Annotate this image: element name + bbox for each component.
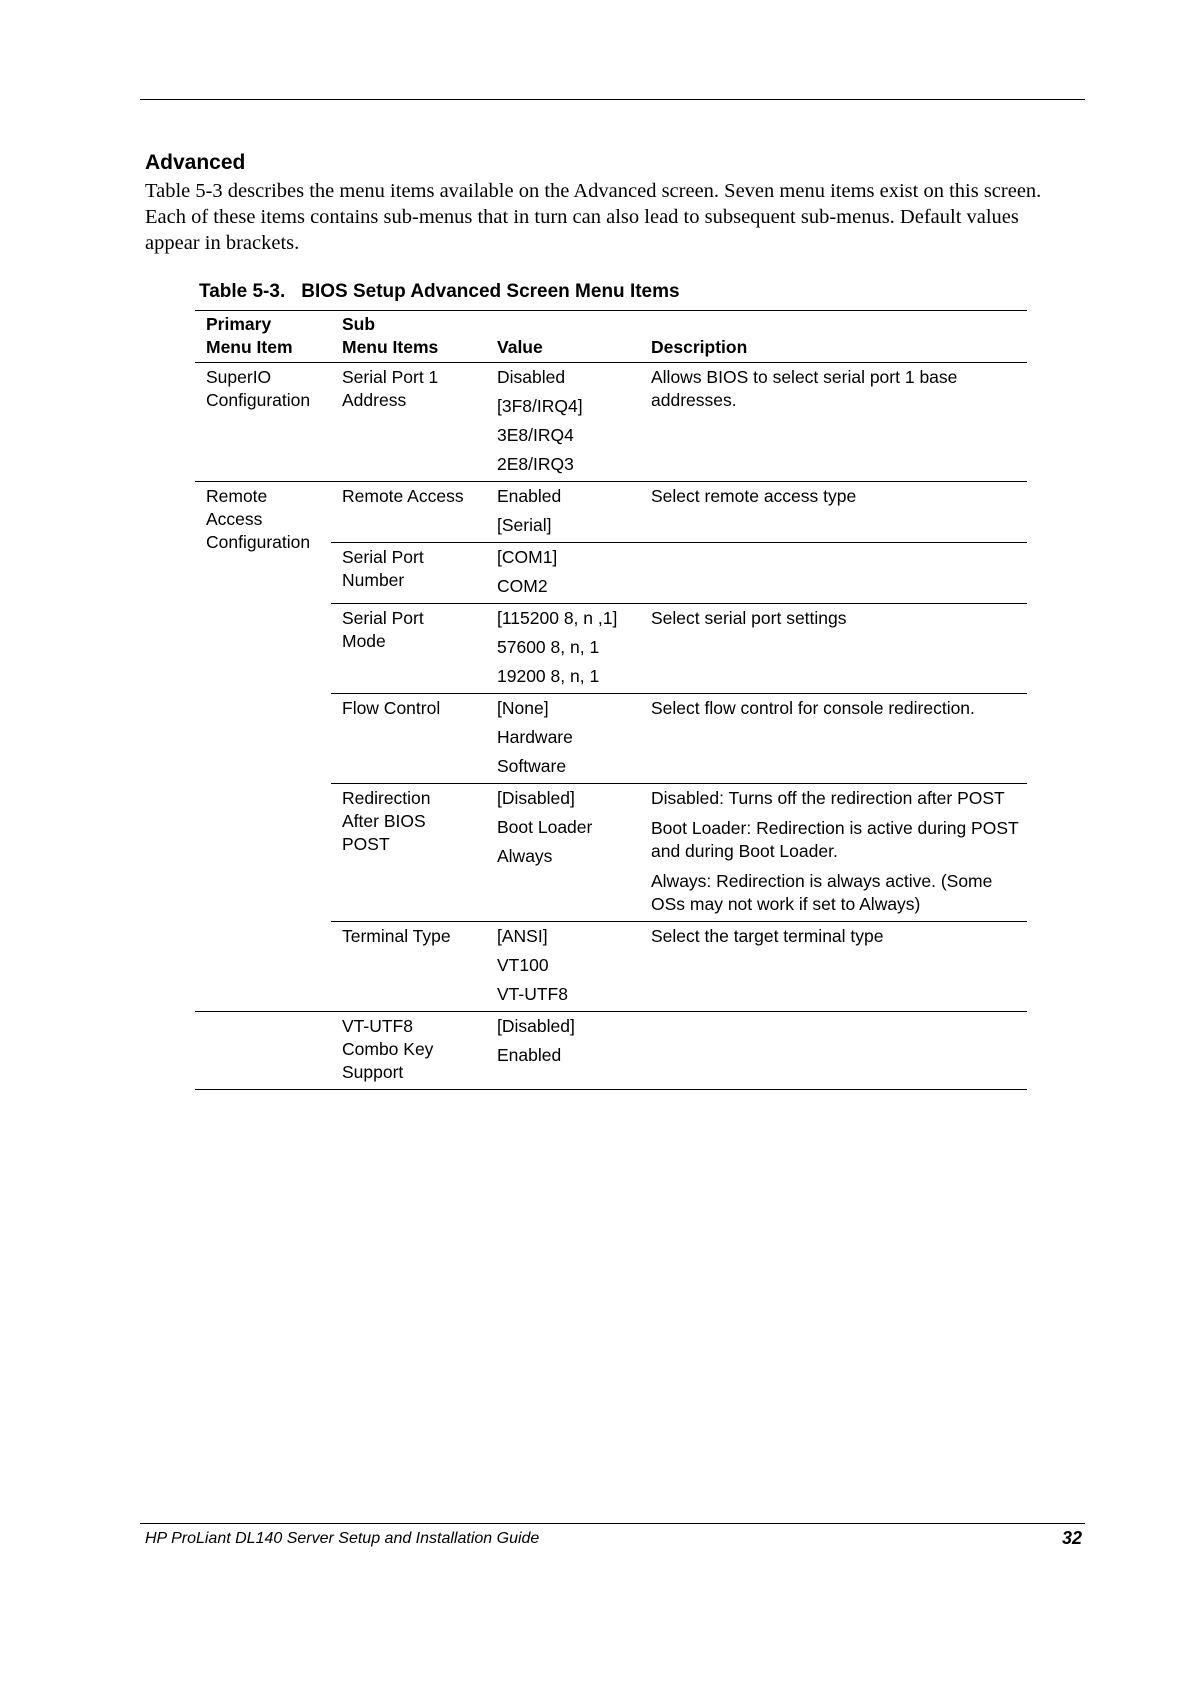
value-cell: Disabled [3F8/IRQ4] 3E8/IRQ4 2E8/IRQ3 bbox=[486, 363, 640, 482]
description-cell: Select the target terminal type bbox=[640, 922, 1027, 1012]
value-cell: [115200 8, n ,1] 57600 8, n, 1 19200 8, n, 1 bbox=[486, 604, 640, 694]
table-header-row bbox=[195, 311, 1027, 363]
description-cell bbox=[640, 543, 1027, 604]
table-row bbox=[195, 363, 1027, 482]
sub-menu-item-cell: Redirection After BIOS POST bbox=[331, 784, 486, 922]
table-caption-number: Table 5-3. bbox=[199, 281, 286, 302]
sub-menu-item-cell: Flow Control bbox=[331, 694, 486, 784]
description-cell: Disabled: Turns off the redirection after POST Boot Loader: Redirection is active during POST and during Boot Loader. Always: Redirection is always active. (Some OSs may not work if set to Always) bbox=[640, 784, 1027, 922]
value-cell: [COM1] COM2 bbox=[486, 543, 640, 604]
intro-paragraph: Table 5-3 describes the menu items available on the Advanced screen. Seven menu items exist on this screen. Each of these items contains sub-menus that in turn can also lead to subsequent sub-menus. Default values appear in brackets. bbox=[145, 180, 1042, 254]
header-primary-menu-item: Primary Menu Item bbox=[206, 314, 293, 357]
bios-advanced-menu-table bbox=[195, 310, 1027, 1090]
description-cell: Allows BIOS to select serial port 1 base addresses. bbox=[640, 363, 1027, 482]
sub-menu-item-cell: Serial Port Number bbox=[331, 543, 486, 604]
description-cell: Select flow control for console redirection. bbox=[640, 694, 1027, 784]
primary-menu-item-cell: Remote Access Configuration bbox=[195, 482, 331, 1012]
value-cell: [ANSI] VT100 VT-UTF8 bbox=[486, 922, 640, 1012]
description-cell: Select remote access type bbox=[640, 482, 1027, 543]
value-cell: Enabled [Serial] bbox=[486, 482, 640, 543]
primary-menu-item-cell: SuperIO Configuration bbox=[195, 363, 331, 482]
header-rule bbox=[140, 99, 1085, 100]
table-row bbox=[195, 482, 1027, 543]
description-cell bbox=[640, 1012, 1027, 1090]
sub-menu-item-cell: Serial Port Mode bbox=[331, 604, 486, 694]
header-sub-menu-items: Sub Menu Items bbox=[342, 314, 439, 357]
section-heading: Advanced bbox=[145, 151, 246, 174]
sub-menu-item-cell: VT-UTF8 Combo Key Support bbox=[331, 1012, 486, 1090]
value-cell: [Disabled] Boot Loader Always bbox=[486, 784, 640, 922]
description-cell: Select serial port settings bbox=[640, 604, 1027, 694]
primary-menu-item-cell bbox=[195, 1012, 331, 1090]
value-cell: [Disabled] Enabled bbox=[486, 1012, 640, 1090]
footer-document-title: HP ProLiant DL140 Server Setup and Installation Guide bbox=[145, 1530, 540, 1547]
sub-menu-item-cell: Remote Access bbox=[331, 482, 486, 543]
table-row bbox=[195, 1012, 1027, 1090]
header-value: Value bbox=[497, 337, 543, 357]
footer-rule bbox=[140, 1523, 1085, 1524]
table-caption-title: BIOS Setup Advanced Screen Menu Items bbox=[301, 281, 680, 302]
header-description: Description bbox=[651, 337, 748, 357]
table-caption bbox=[199, 281, 680, 303]
footer-page-number: 32 bbox=[1062, 1528, 1083, 1548]
value-cell: [None] Hardware Software bbox=[486, 694, 640, 784]
sub-menu-item-cell: Terminal Type bbox=[331, 922, 486, 1012]
sub-menu-item-cell: Serial Port 1 Address bbox=[331, 363, 486, 482]
